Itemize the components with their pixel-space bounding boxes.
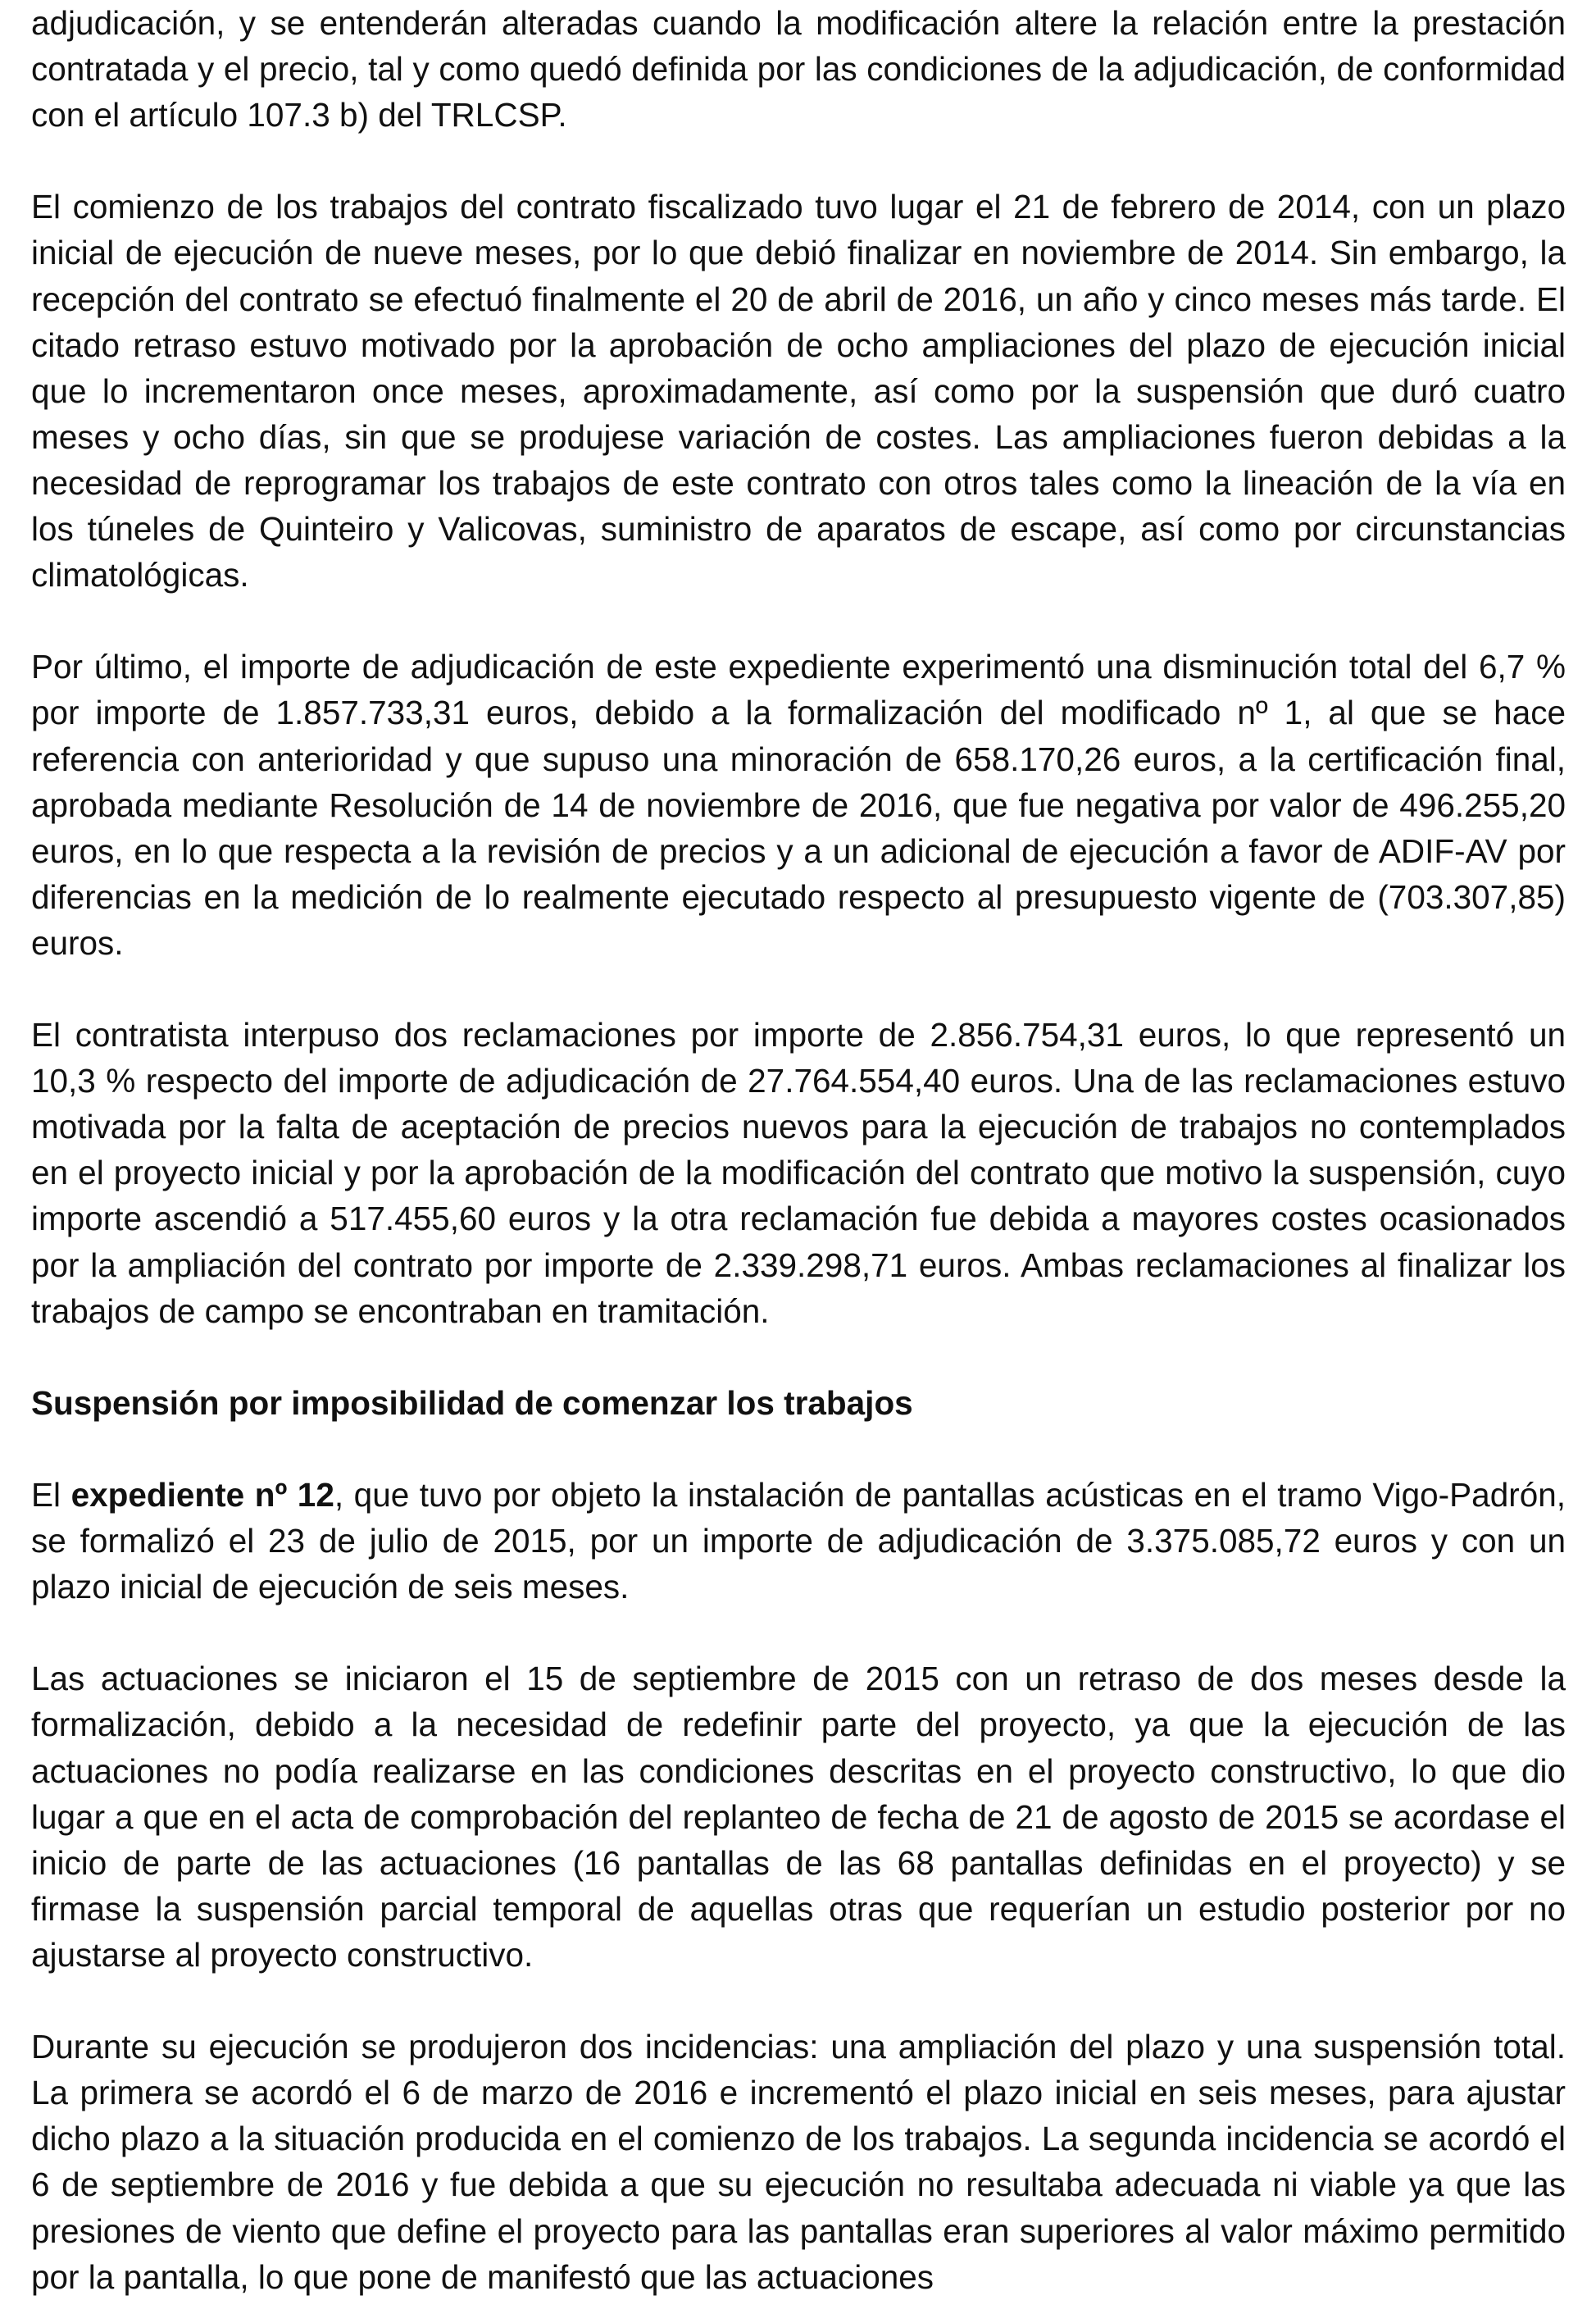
expediente-prefix: El — [31, 1476, 71, 1514]
paragraph-actuaciones: Las actuaciones se iniciaron el 15 de septiembre de 2015 con un retraso de dos meses desde la formalización, debido a la necesidad de redefinir parte del proyecto, ya que la ejecución de las actuaciones no podía realizarse en las condiciones descritas en el proyecto constructivo, lo que dio lugar a que en el acta de comprobación del replanteo de fecha de 21 de agosto de 2015 se acordase el inicio de parte de las actuaciones (16 pantallas de las 68 pantallas definidas en el proyecto) y se firmase la suspensión parcial temporal de aquellas otras que requerían un estudio posterior por no ajustarse al proyecto constructivo. — [31, 1660, 1566, 1974]
document-page — [31, 0, 1566, 2300]
paragraph-expediente-12 — [31, 1472, 1566, 1610]
paragraph-reclamaciones: El contratista interpuso dos reclamaciones por importe de 2.856.754,31 euros, lo que representó un 10,3 % respecto del importe de adjudicación de 27.764.554,40 euros. Una de las reclamaciones estuvo motivada por la falta de aceptación de precios nuevos para la ejecución de trabajos no contemplados en el proyecto inicial y por la aprobación de la modificación del contrato que motivo la suspensión, cuyo importe ascendió a 517.455,60 euros y la otra reclamación fue debida a mayores costes ocasionados por la ampliación del contrato por importe de 2.339.298,71 euros. Ambas reclamaciones al finalizar los trabajos de campo se encontraban en tramitación. — [31, 1016, 1566, 1330]
section-heading: Suspensión por imposibilidad de comenzar los trabajos — [31, 1383, 913, 1422]
paragraph-adjudicacion: adjudicación, y se entenderán alteradas cuando la modificación altere la relación entre la prestación contratada y el precio, tal y como quedó definida por las condiciones de la adjudicación, de conformidad con el artículo 107.3 b) del TRLCSP. — [31, 4, 1566, 134]
paragraph-incidencias: Durante su ejecución se produjeron dos incidencias: una ampliación del plazo y una suspensión total. La primera se acordó el 6 de marzo de 2016 e incrementó el plazo inicial en seis meses, para ajustar dicho plazo a la situación producida en el comienzo de los trabajos. La segunda incidencia se acordó el 6 de septiembre de 2016 y fue debida a que su ejecución no resultaba adecuada ni viable ya que las presiones de viento que define el proyecto para las pantallas eran superiores al valor máximo permitido por la pantalla, lo que pone de manifestó que las actuaciones — [31, 2028, 1566, 2296]
paragraph-comienzo-trabajos: El comienzo de los trabajos del contrato fiscalizado tuvo lugar el 21 de febrero de 2014, con un plazo inicial de ejecución de nueve meses, por lo que debió finalizar en noviembre de 2014. Sin embargo, la recepción del contrato se efectuó finalmente el 20 de abril de 2016, un año y cinco meses más tarde. El citado retraso estuvo motivado por la aprobación de ocho ampliaciones del plazo de ejecución inicial que lo incrementaron once meses, aproximadamente, así como por la suspensión que duró cuatro meses y ocho días, sin que se produjese variación de costes. Las ampliaciones fueron debidas a la necesidad de reprogramar los trabajos de este contrato con otros tales como la lineación de la vía en los túneles de Quinteiro y Valicovas, suministro de aparatos de escape, así como por circunstancias climatológicas. — [31, 188, 1566, 594]
expediente-number: expediente nº 12 — [70, 1476, 334, 1514]
paragraph-importe-disminucion: Por último, el importe de adjudicación de este expediente experimentó una disminución total del 6,7 % por importe de 1.857.733,31 euros, debido a la formalización del modificado nº 1, al que se hace referencia con anterioridad y que supuso una minoración de 658.170,26 euros, a la certificación final, aprobada mediante Resolución de 14 de noviembre de 2016, que fue negativa por valor de 496.255,20 euros, en lo que respecta a la revisión de precios y a un adicional de ejecución a favor de ADIF-AV por diferencias en la medición de lo realmente ejecutado respecto al presupuesto vigente de (703.307,85) euros. — [31, 648, 1566, 962]
expediente-suffix: , que tuvo por objeto la instalación de pantallas acústicas en el tramo Vigo-Padrón, se formalizó el 23 de julio de 2015, por un importe de adjudicación de 3.375.085,72 euros y con un plazo inicial de ejecución de seis meses. — [31, 1476, 1566, 1606]
